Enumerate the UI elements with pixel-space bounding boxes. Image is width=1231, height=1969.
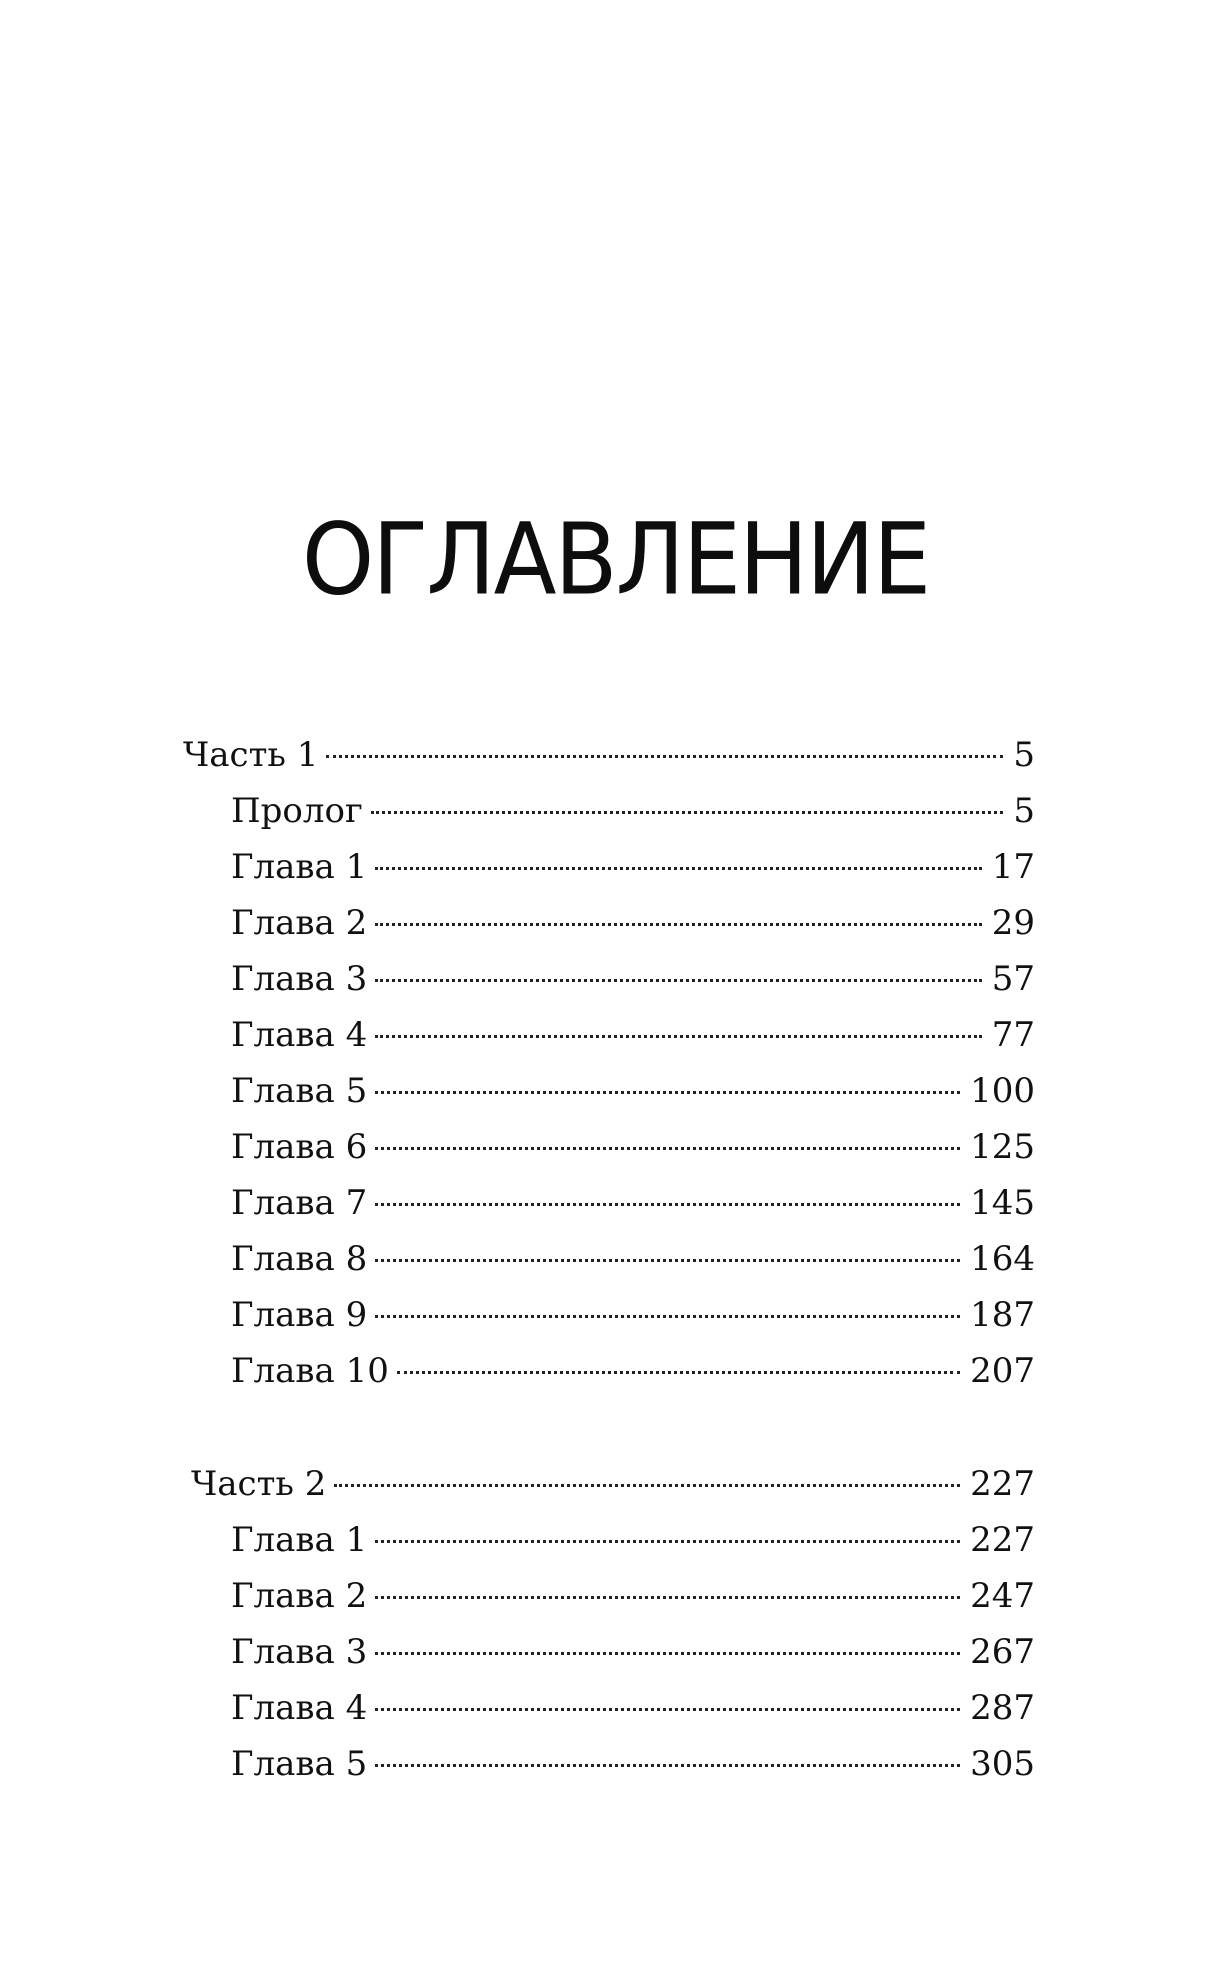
dot-leader: [375, 1006, 982, 1046]
toc-entry-label: Глава 6: [231, 1127, 368, 1167]
toc-page-number: 5: [1013, 735, 1035, 775]
toc-entry-label: Глава 7: [231, 1183, 368, 1223]
toc-entry[interactable]: [231, 1118, 1035, 1167]
toc-entry[interactable]: [231, 1286, 1035, 1335]
toc-page-number: 100: [970, 1071, 1035, 1111]
dot-leader: [375, 1174, 960, 1214]
dot-leader: [375, 1230, 960, 1270]
toc-entry[interactable]: [231, 1174, 1035, 1223]
toc-entry[interactable]: [231, 1062, 1035, 1111]
page-title: ОГЛАВЛЕНИЕ: [301, 501, 930, 618]
toc-entry[interactable]: [231, 1567, 1035, 1616]
toc-entry[interactable]: [231, 1342, 1035, 1391]
toc-page-number: 125: [970, 1127, 1035, 1167]
toc-entry-label: Глава 4: [231, 1688, 368, 1728]
toc-part-2[interactable]: [191, 1455, 1035, 1504]
toc-entry-label: Глава 1: [231, 847, 368, 887]
toc-page-number: 287: [970, 1688, 1035, 1728]
dot-leader: [375, 1567, 960, 1607]
dot-leader: [375, 1118, 960, 1158]
toc-page-number: 5: [1013, 791, 1035, 831]
toc-entry-label: Глава 5: [231, 1071, 368, 1111]
toc-entry[interactable]: [231, 838, 1035, 887]
toc-page-number: 227: [970, 1520, 1035, 1560]
toc-page-number: 57: [991, 959, 1035, 999]
toc-entry[interactable]: [231, 1735, 1035, 1784]
toc-page-number: 164: [970, 1239, 1035, 1279]
dot-leader: [375, 1679, 960, 1719]
dot-leader: [334, 1455, 960, 1495]
toc-entry-label: Глава 5: [231, 1744, 368, 1784]
toc-entry-label: Глава 9: [231, 1295, 368, 1335]
toc-page-number: 29: [991, 903, 1035, 943]
toc-entry-label: Глава 2: [231, 903, 368, 943]
dot-leader: [371, 782, 1004, 822]
toc-entry[interactable]: [231, 1006, 1035, 1055]
toc-entry-label: Глава 3: [231, 1632, 368, 1672]
toc-page-number: 77: [991, 1015, 1035, 1055]
dot-leader: [375, 1286, 960, 1326]
dot-leader: [375, 1511, 960, 1551]
toc-page-number: 207: [970, 1351, 1035, 1391]
toc-page-number: 267: [970, 1632, 1035, 1672]
dot-leader: [375, 1735, 960, 1775]
toc-page-number: 227: [970, 1464, 1035, 1504]
dot-leader: [375, 894, 982, 934]
dot-leader: [375, 1623, 960, 1663]
toc-entry-label: Глава 8: [231, 1239, 368, 1279]
toc-entry[interactable]: [231, 782, 1035, 831]
toc-part-label: Часть 2: [191, 1464, 327, 1504]
toc-entry-label: Глава 3: [231, 959, 368, 999]
toc-page-number: 247: [970, 1576, 1035, 1616]
toc-entry-label: Глава 2: [231, 1576, 368, 1616]
toc-entry-label: Глава 10: [231, 1351, 389, 1391]
dot-leader: [326, 726, 1003, 766]
toc-part-1[interactable]: [183, 726, 1035, 775]
toc-entry[interactable]: [231, 894, 1035, 943]
dot-leader: [375, 838, 982, 878]
dot-leader: [375, 1062, 960, 1102]
dot-leader: [397, 1342, 960, 1382]
toc-entry-label: Глава 1: [231, 1520, 368, 1560]
toc-part-label: Часть 1: [183, 735, 319, 775]
toc-entry-label: Пролог: [231, 791, 363, 831]
toc-entry-label: Глава 4: [231, 1015, 368, 1055]
toc-entry[interactable]: [231, 1230, 1035, 1279]
toc-page-number: 17: [991, 847, 1035, 887]
toc-entry[interactable]: [231, 1679, 1035, 1728]
dot-leader: [375, 950, 982, 990]
toc-entry[interactable]: [231, 950, 1035, 999]
toc-page-number: 187: [970, 1295, 1035, 1335]
toc-page-number: 145: [970, 1183, 1035, 1223]
toc-entry[interactable]: [231, 1623, 1035, 1672]
toc-page-number: 305: [970, 1744, 1035, 1784]
toc-entry[interactable]: [231, 1511, 1035, 1560]
